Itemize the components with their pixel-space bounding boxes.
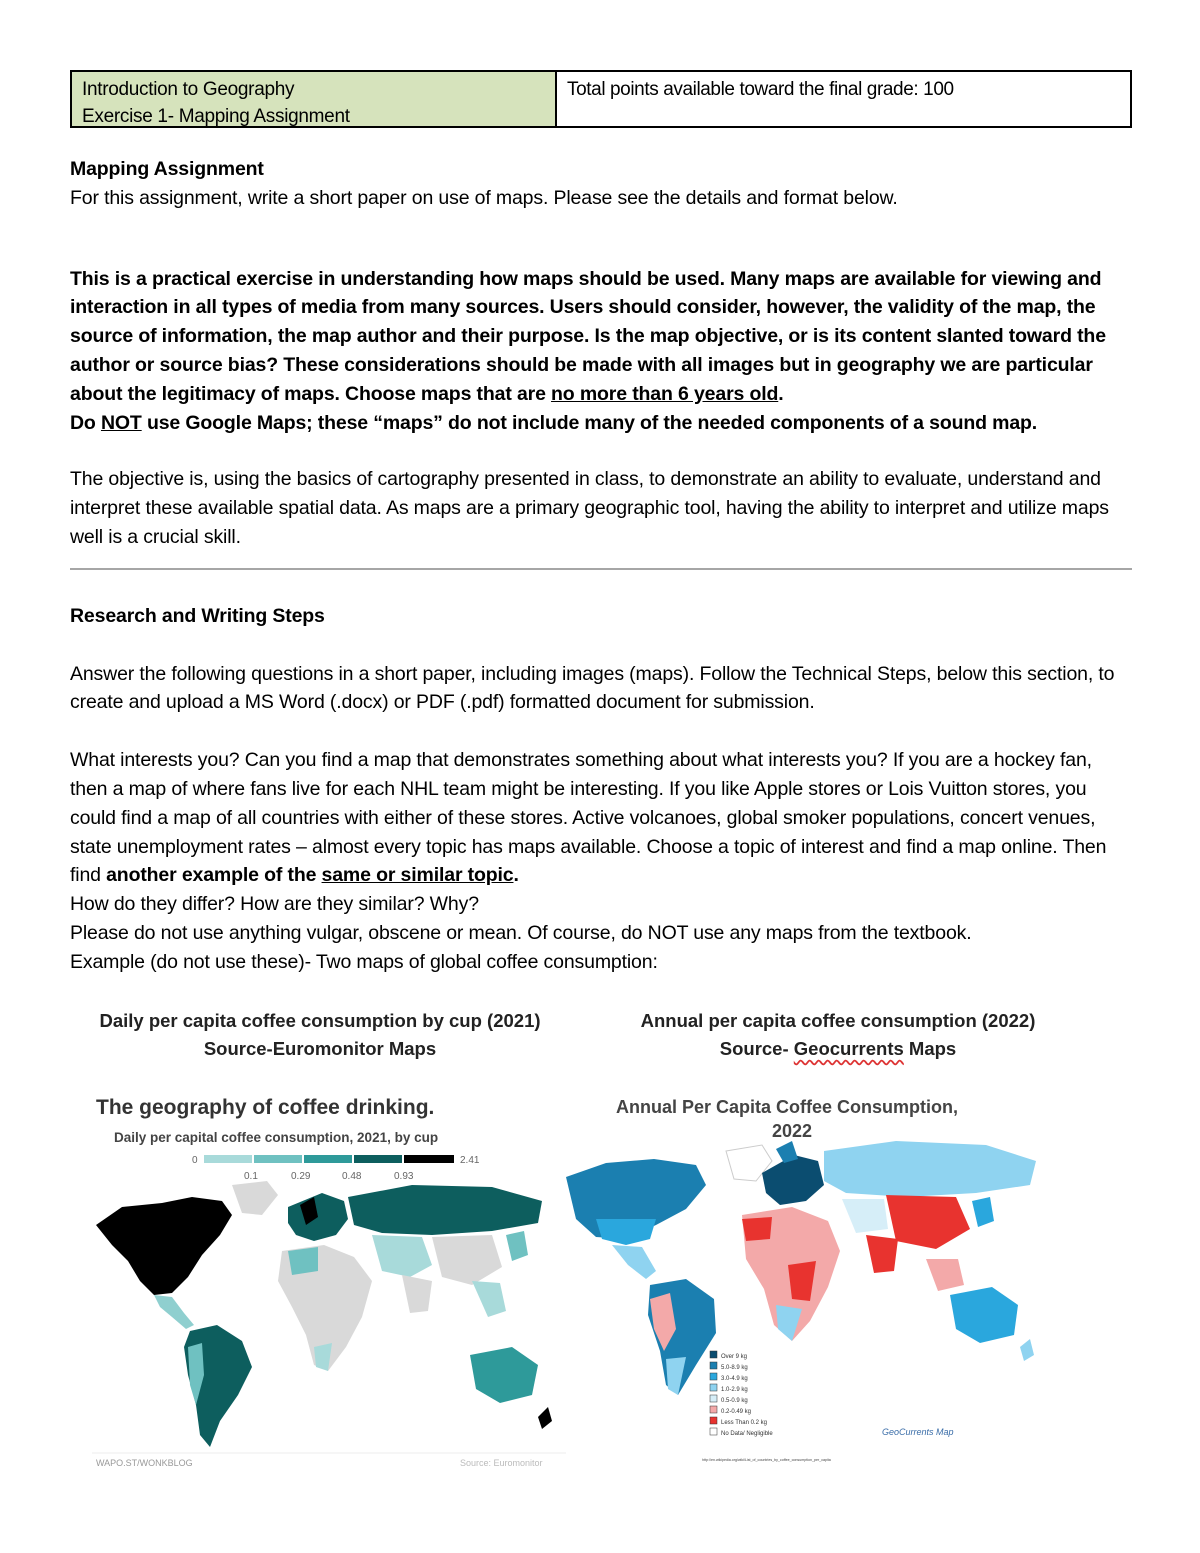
example-intro: Example (do not use these)- Two maps of global coffee consumption: — [70, 950, 658, 973]
interests-paragraph — [70, 746, 1132, 890]
objective-section — [70, 465, 1132, 551]
legend-max: 2.41 — [460, 1155, 480, 1166]
intro-heading: Mapping Assignment — [70, 158, 264, 180]
legend-swatch-2 — [254, 1155, 302, 1163]
legend-swatch-5 — [404, 1155, 454, 1163]
right-caption-title: Annual per capita coffee consumption (2022) — [640, 1010, 1036, 1031]
header-table — [70, 70, 1132, 128]
points-text: Total points available toward the final grade: 100 — [567, 79, 954, 100]
google-maps-prefix: Do — [70, 411, 101, 434]
compare-questions: How do they differ? How are they similar? Why? — [70, 893, 479, 916]
right-map-title: Annual Per Capita Coffee Consumption, — [616, 1097, 959, 1117]
research-heading: Research and Writing Steps — [70, 604, 325, 627]
left-caption-title: Daily per capita coffee consumption by cup (2021) — [99, 1010, 541, 1031]
course-title: Introduction to Geography — [82, 79, 295, 100]
legend-swatch-1 — [204, 1155, 252, 1163]
objective-text: The objective is, using the basics of cartography presented in class, to demonstrate an ability to evaluate, understand and interpret these available spatial data. As maps are a primary geographic tool, having the ability to interpret and utilize maps well is a crucial skill. — [70, 468, 1109, 548]
source-url: http://en.wikipedia.org/wiki/List_of_countries_by_coffee_consumption_per_capita — [702, 1458, 831, 1462]
age-limit-text: no more than 6 years old — [551, 382, 779, 405]
left-map-caption — [70, 1007, 570, 1063]
legend-tick-4: 0.93 — [394, 1171, 414, 1182]
legend-label-3-5: 3.0-4.9 kg — [721, 1376, 748, 1382]
section-divider — [70, 568, 1132, 570]
same-topic-period: . — [513, 864, 519, 887]
legend-label-05-1: 0.5-0.9 kg — [721, 1398, 748, 1404]
legend-swatch-05-1 — [710, 1395, 717, 1402]
example-maps — [70, 1005, 1132, 1475]
legend-swatch-3-5 — [710, 1373, 717, 1380]
points-cell — [557, 72, 1130, 126]
legend-swatch-5-9 — [710, 1362, 717, 1369]
research-instructions: Answer the following questions in a short paper, including images (maps). Follow the Technical Steps, below this section, to create and upload a MS Word (.docx) or PDF (.pdf) formatted document for submission. — [70, 662, 1115, 714]
legend-min: 0 — [192, 1155, 198, 1166]
research-section — [70, 602, 1132, 977]
not-emphasis: NOT — [100, 411, 142, 434]
another-example-text: another example of the — [106, 864, 322, 887]
legend-tick-3: 0.48 — [342, 1171, 362, 1182]
intro-text: For this assignment, write a short paper on use of maps. Please see the details and format below. — [70, 186, 898, 209]
practical-paragraph — [70, 265, 1132, 438]
same-topic-text: same or similar topic — [321, 864, 514, 887]
left-map-footer-right: Source: Euromonitor — [460, 1458, 543, 1468]
legend-swatch-under-02 — [710, 1417, 717, 1424]
legend-swatch-no-data — [710, 1428, 717, 1435]
legend-tick-2: 0.29 — [291, 1171, 311, 1182]
left-map-title: The geography of coffee drinking. — [96, 1096, 435, 1119]
legend-swatch-over-9 — [710, 1351, 717, 1358]
legend-swatch-4 — [354, 1155, 402, 1163]
coffee-map-euromonitor — [92, 1085, 568, 1470]
exercise-title: Exercise 1- Mapping Assignment — [82, 106, 350, 127]
left-map-subtitle: Daily per capital coffee consumption, 2021, by cup — [114, 1130, 439, 1145]
practical-section — [70, 265, 1132, 438]
content-restrictions: Please do not use anything vulgar, obscene or mean. Of course, do NOT use any maps from the textbook. — [70, 921, 972, 944]
right-caption-suffix: Maps — [903, 1038, 957, 1059]
left-caption-source: Source-Euromonitor Maps — [203, 1038, 437, 1059]
interests-text: What interests you? Can you find a map that demonstrates something about what interests you? If you are a hockey fan, then a map of where fans live for each NHL team might be interesting. If you like Apple stores or Lois Vuitton stores, you could find a map of all countries with either of these stores. Active volcanoes, global smoker populations, concert venues, state unemployment rates – almost every topic has maps available. Choose a topic of interest and find a map online. Then find — [70, 749, 1107, 887]
right-map-year: 2022 — [772, 1121, 813, 1141]
legend-swatch-3 — [304, 1155, 352, 1163]
legend-label-5-9: 5.0-8.9 kg — [721, 1365, 748, 1371]
geocurrents-credit: GeoCurrents Map — [882, 1427, 954, 1437]
legend-label-1-3: 1.0-2.9 kg — [721, 1387, 748, 1393]
document-page — [70, 70, 1132, 977]
right-map-caption — [608, 1007, 1068, 1063]
legend-tick-1: 0.1 — [244, 1171, 258, 1182]
legend-swatch-02-05 — [710, 1406, 717, 1413]
practical-text: This is a practical exercise in understanding how maps should be used. Many maps are available for viewing and interaction in all types of media from many sources. Users should consider, however, the validity of the map, the source of information, the map author and their purpose. Is the map objective, or is its content slanted toward the author or source bias? These considerations should be made with all images but in geography we are particular about the legitimacy of maps. Choose maps that are — [70, 267, 1106, 405]
right-caption-prefix: Source- — [719, 1038, 794, 1059]
legend-label-02-05: 0.2-0.49 kg — [721, 1409, 752, 1415]
geocurrents-word: Geocurrents — [793, 1038, 904, 1059]
header-course-cell — [72, 72, 557, 126]
google-maps-text: use Google Maps; these “maps” do not include many of the needed components of a sound map. — [141, 411, 1038, 434]
legend-label-under-02: Less Than 0.2 kg — [721, 1420, 767, 1426]
legend-label-no-data: No Data/ Negligible — [721, 1431, 773, 1437]
intro-section — [70, 155, 1132, 213]
practical-period: . — [778, 382, 784, 405]
coffee-map-geocurrents — [566, 1089, 1062, 1475]
legend-swatch-1-3 — [710, 1384, 717, 1391]
legend-label-over-9: Over 9 kg — [721, 1354, 748, 1360]
left-map-footer-left: WAPO.ST/WONKBLOG — [96, 1458, 193, 1468]
right-caption-source — [608, 1035, 1068, 1063]
